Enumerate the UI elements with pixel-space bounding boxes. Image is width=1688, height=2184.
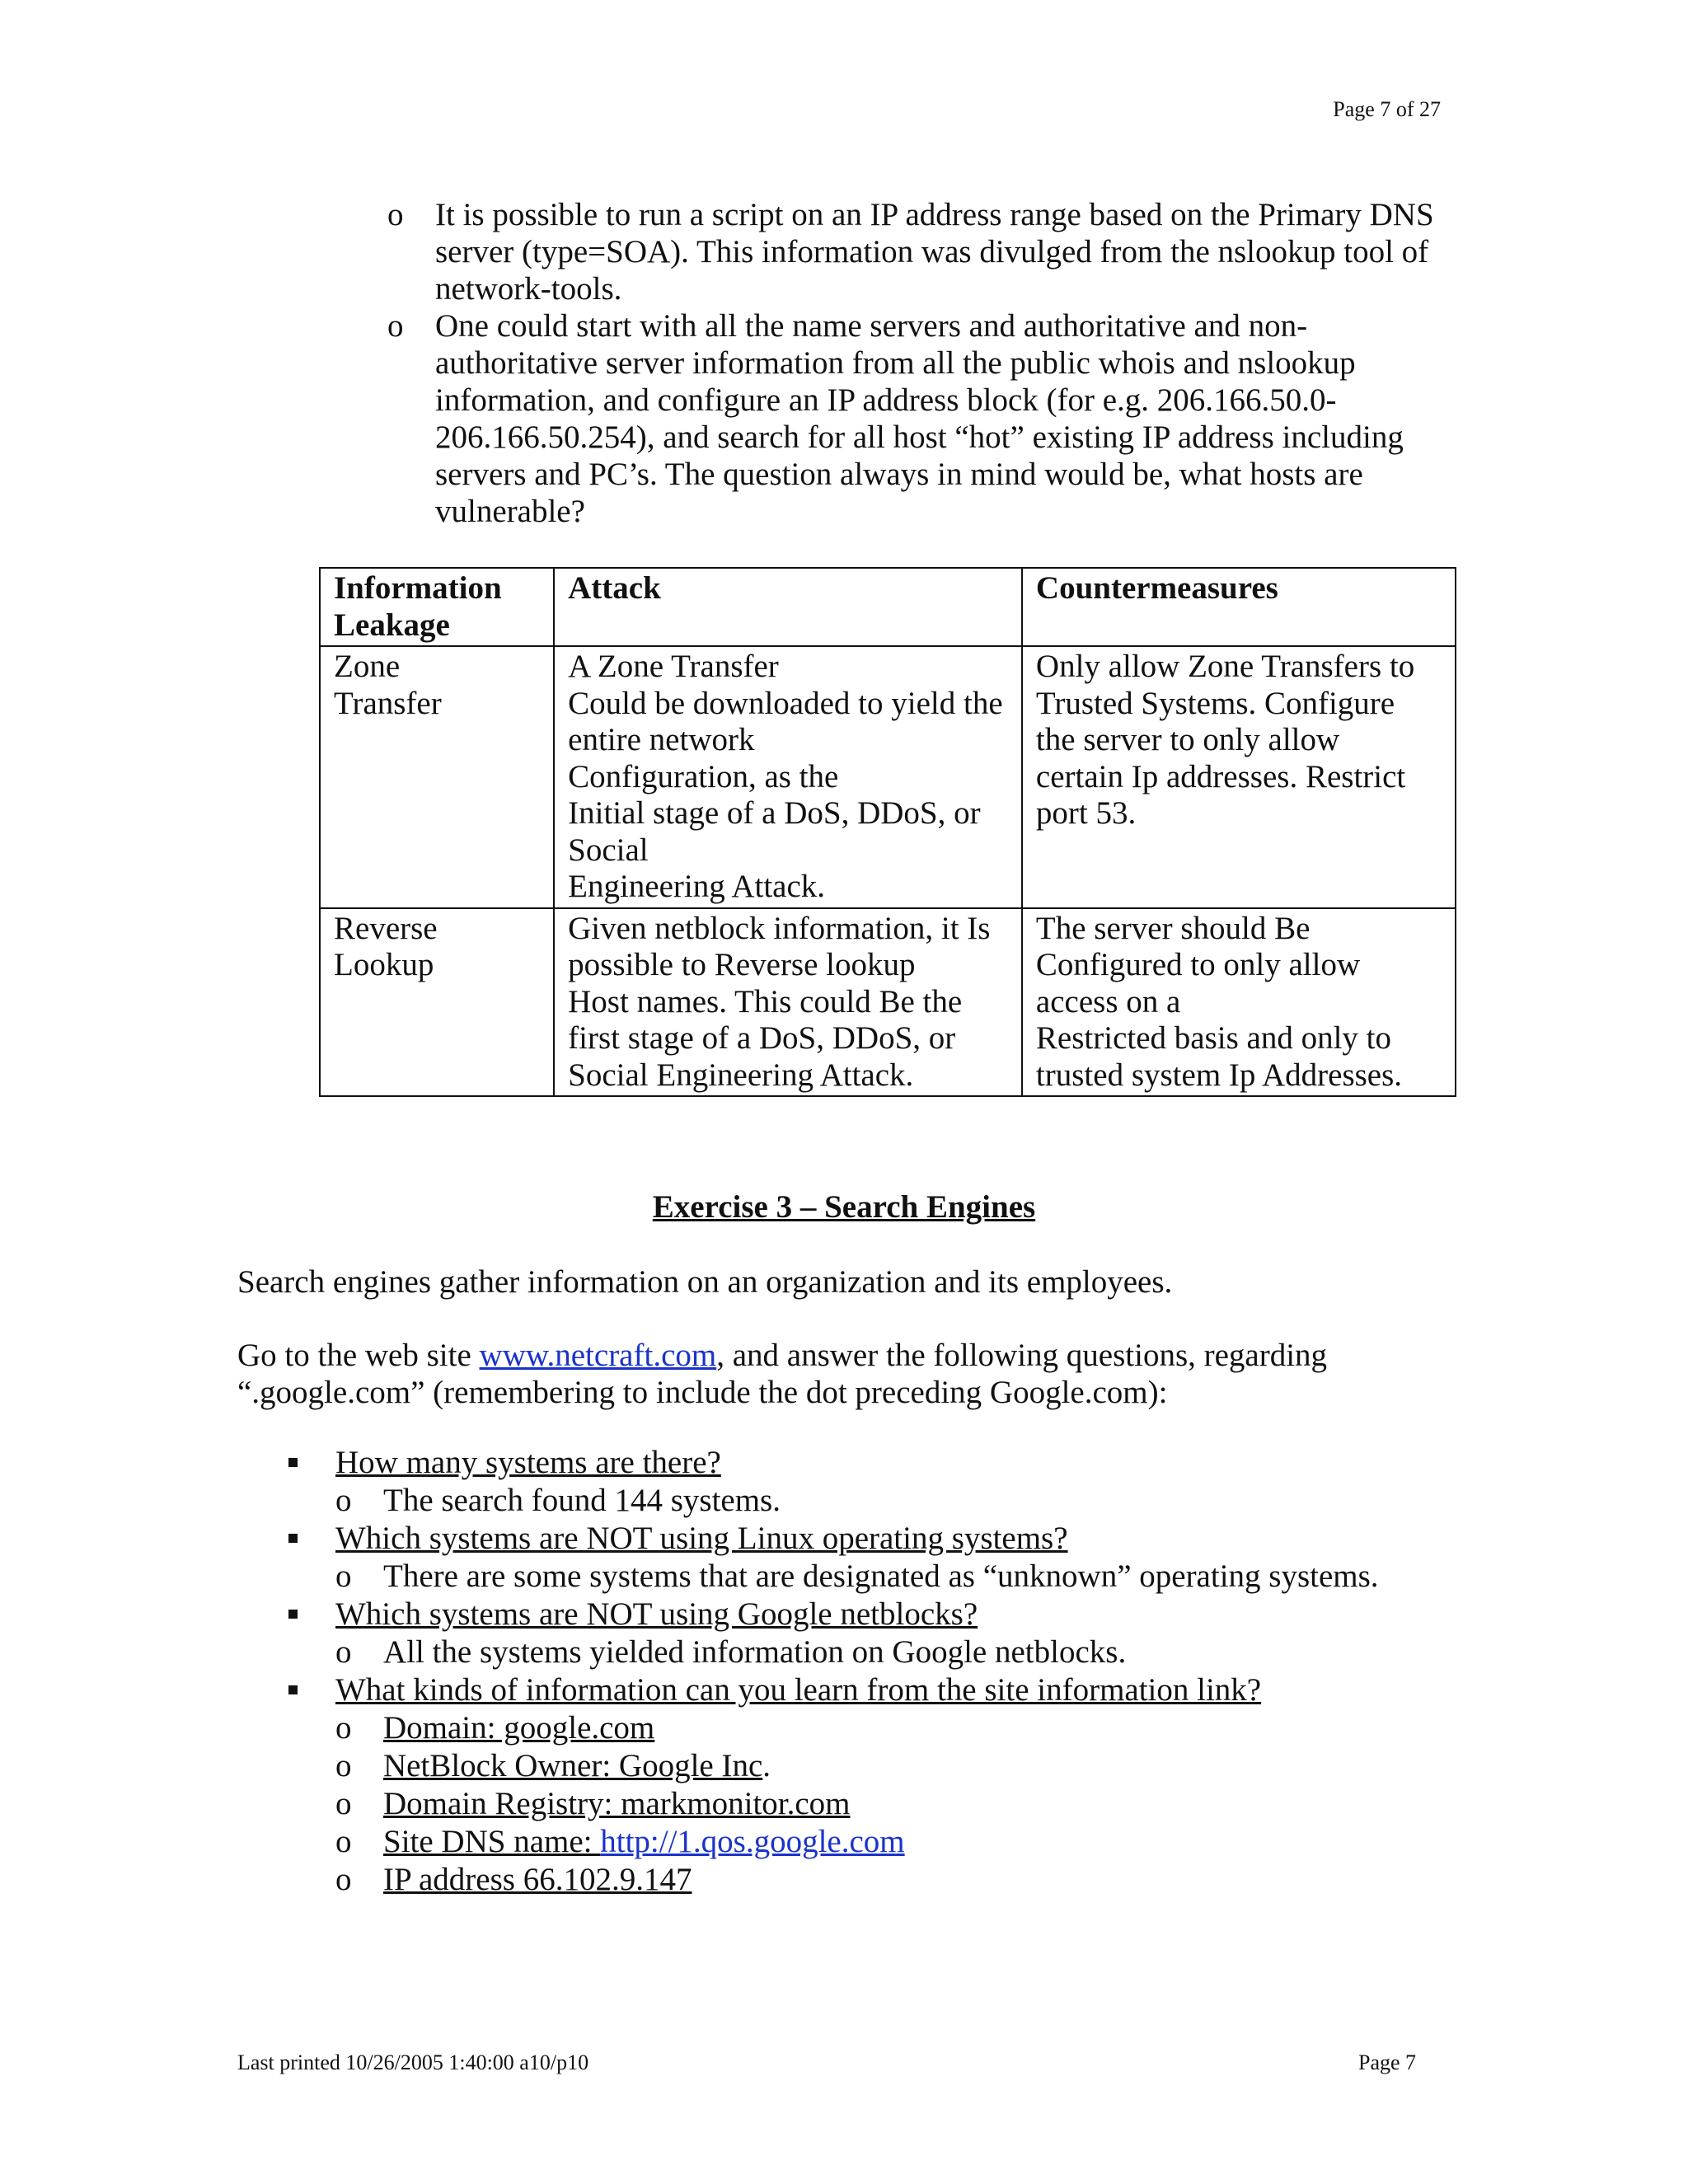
answer-item xyxy=(335,1633,1521,1671)
question-item xyxy=(284,1520,1521,1558)
cell-text-line: Given netblock information, it Is xyxy=(568,910,991,946)
cell-countermeasures xyxy=(1022,908,1456,1097)
cell-text-line: Reverse xyxy=(334,910,438,946)
header-attack xyxy=(554,568,1022,646)
cell-leakage xyxy=(320,908,554,1097)
question-text: How many systems are there? xyxy=(335,1445,721,1480)
cell-text-line: Social xyxy=(568,832,649,868)
header-text-line: Information xyxy=(334,570,502,606)
cell-text-line: port 53. xyxy=(1035,795,1137,831)
cell-text-line: Initial stage of a DoS, DDoS, or xyxy=(568,795,981,831)
cell-leakage xyxy=(320,646,554,908)
answer-text: Site DNS name: xyxy=(383,1824,601,1859)
cell-text-line: Lookup xyxy=(334,947,434,982)
circle-bullet-icon: o xyxy=(335,1862,352,1897)
exercise-intro: Search engines gather information on an organization and its employees. xyxy=(237,1264,1173,1300)
instruction-prefix: Go to the web site xyxy=(237,1338,480,1373)
question-item xyxy=(284,1671,1521,1709)
answer-item xyxy=(335,1558,1521,1596)
header-text-line: Leakage xyxy=(334,607,450,643)
cell-text-line: possible to Reverse lookup xyxy=(568,947,916,982)
instruction-line xyxy=(237,1337,1474,1374)
answer-item xyxy=(335,1482,1521,1520)
circle-bullet-icon: o xyxy=(335,1786,352,1821)
cell-text-line: trusted system Ip Addresses. xyxy=(1035,1057,1403,1093)
cell-countermeasures xyxy=(1022,646,1456,908)
square-bullet-icon xyxy=(288,1685,298,1694)
circle-bullet-icon: o xyxy=(335,1710,352,1746)
answer-text: IP address 66.102.9.147 xyxy=(383,1862,692,1897)
cell-text-line: Trusted Systems. Configure xyxy=(1035,685,1395,721)
footer-last-printed: Last printed 10/26/2005 1:40:00 a10/p10 xyxy=(237,2050,589,2074)
cell-text-line: certain Ip addresses. Restrict xyxy=(1035,758,1406,794)
footer-page-number: Page 7 xyxy=(1358,2050,1417,2074)
cell-text-line: Restricted basis and only to xyxy=(1035,1020,1392,1056)
text-line: 206.166.50.254), and search for all host “hot” existing IP address including xyxy=(435,419,1404,455)
text-line: It is possible to run a script on an IP address range based on the Primary DNS xyxy=(435,197,1434,232)
list-item xyxy=(387,196,1459,307)
top-bullet-list xyxy=(387,196,1459,530)
cell-text-line: Transfer xyxy=(334,685,442,721)
text-line: authoritative server information from all the public whois and nslookup xyxy=(435,345,1356,381)
answer-text: There are some systems that are designated as “unknown” operating systems. xyxy=(383,1558,1379,1594)
site-dns-link[interactable]: http://1.qos.google.com xyxy=(600,1824,905,1859)
cell-text-line: Zone xyxy=(334,649,401,684)
cell-text-line: access on a xyxy=(1035,983,1181,1019)
cell-attack xyxy=(554,646,1022,908)
text-line: One could start with all the name servers and authoritative and non- xyxy=(435,308,1308,344)
information-leakage-table xyxy=(319,567,1456,1097)
question-text: Which systems are NOT using Linux operating systems? xyxy=(335,1521,1068,1556)
question-text: Which systems are NOT using Google netblocks? xyxy=(335,1596,978,1632)
circle-bullet-icon: o xyxy=(335,1483,352,1518)
text-line: information, and configure an IP address block (for e.g. 206.166.50.0- xyxy=(435,382,1337,418)
square-bullet-icon xyxy=(288,1458,298,1467)
table-row xyxy=(320,646,1456,908)
header-countermeasures xyxy=(1022,568,1456,646)
answer-item xyxy=(335,1709,1521,1747)
header-text-line: Attack xyxy=(568,570,661,606)
question-text: What kinds of information can you learn from the site information link? xyxy=(335,1672,1262,1708)
cell-text-line: Only allow Zone Transfers to xyxy=(1035,649,1415,684)
exercise-title: Exercise 3 – Search Engines xyxy=(652,1189,1036,1225)
answer-item xyxy=(335,1861,1521,1899)
header-text-line: Countermeasures xyxy=(1035,570,1278,606)
page-header: Page 7 of 27 xyxy=(1333,97,1441,121)
exercise-instructions xyxy=(237,1337,1474,1411)
cell-text-line: Engineering Attack. xyxy=(568,869,826,904)
answer-item xyxy=(335,1785,1521,1823)
text-line: server (type=SOA). This information was divulged from the nslookup tool of xyxy=(435,234,1429,269)
square-bullet-icon xyxy=(288,1610,298,1619)
circle-bullet-icon: o xyxy=(335,1824,352,1859)
cell-text-line: the server to only allow xyxy=(1035,722,1340,757)
instruction-suffix: , and answer the following questions, regarding xyxy=(716,1338,1328,1373)
answer-text: NetBlock Owner: Google Inc xyxy=(383,1748,763,1783)
instruction-line: “.google.com” (remembering to include the dot preceding Google.com): xyxy=(237,1375,1168,1410)
cell-text-line: Configured to only allow xyxy=(1035,947,1361,982)
text-line: vulnerable? xyxy=(435,494,585,529)
cell-text-line: Host names. This could Be the xyxy=(568,983,963,1019)
netcraft-link[interactable]: www.netcraft.com xyxy=(479,1338,717,1373)
table-header-row xyxy=(320,568,1456,646)
circle-bullet-icon: o xyxy=(335,1634,352,1670)
table-row xyxy=(320,908,1456,1097)
cell-text-line: A Zone Transfer xyxy=(568,649,779,684)
cell-text-line: Social Engineering Attack. xyxy=(568,1057,914,1093)
circle-bullet-icon: o xyxy=(335,1748,352,1783)
header-information-leakage xyxy=(320,568,554,646)
answer-text: Domain: google.com xyxy=(383,1710,655,1746)
cell-text-line: first stage of a DoS, DDoS, or xyxy=(568,1020,956,1056)
square-bullet-icon xyxy=(288,1534,298,1543)
text-line: network-tools. xyxy=(435,271,622,307)
cell-text-line: Could be downloaded to yield the xyxy=(568,685,1003,721)
answer-item xyxy=(335,1747,1521,1785)
answer-text: All the systems yielded information on Google netblocks. xyxy=(383,1634,1127,1670)
answer-text: The search found 144 systems. xyxy=(383,1483,781,1518)
text-line: servers and PC’s. The question always in mind would be, what hosts are xyxy=(435,457,1363,492)
answer-text: Domain Registry: markmonitor.com xyxy=(383,1786,851,1821)
answer-item xyxy=(335,1823,1521,1861)
list-item xyxy=(387,307,1459,530)
answer-suffix: . xyxy=(762,1748,771,1783)
cell-text-line: entire network xyxy=(568,722,755,757)
cell-attack xyxy=(554,908,1022,1097)
question-item xyxy=(284,1596,1521,1633)
question-item xyxy=(284,1444,1521,1482)
circle-bullet-icon: o xyxy=(387,197,404,232)
circle-bullet-icon: o xyxy=(335,1558,352,1594)
circle-bullet-icon: o xyxy=(387,308,404,344)
cell-text-line: The server should Be xyxy=(1035,910,1311,946)
question-list xyxy=(284,1444,1521,1899)
cell-text-line: Configuration, as the xyxy=(568,758,839,794)
